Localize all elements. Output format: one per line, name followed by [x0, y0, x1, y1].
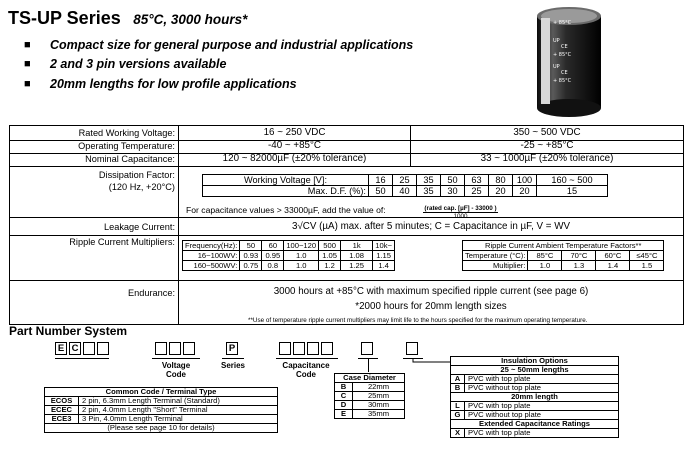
endurance-label: Endurance: [128, 288, 175, 298]
feature-item: ■ 2 and 3 pin versions available [26, 57, 226, 71]
df-voltage-header: Working Voltage [V]: [203, 175, 369, 186]
rated-voltage-low: 16 ~ 250 VDC [263, 127, 326, 138]
df-formula-denominator: 1000 [453, 213, 468, 220]
spec-table [9, 125, 684, 325]
ripple-freq: 10k~ [373, 241, 395, 251]
ripple-row-label: 16~100WV: [183, 251, 240, 261]
common-code-table [44, 387, 278, 433]
case-size: 30mm [353, 401, 405, 410]
df-value: 20 [513, 186, 537, 197]
common-code-title: Common Code / Terminal Type [45, 388, 278, 397]
insulation-desc: PVC with top plate [465, 402, 619, 411]
ripple-temp: 60°C [596, 251, 630, 261]
endurance-line1: 3000 hours at +85°C with maximum specified ripple current (see page 6) [273, 286, 589, 297]
leakage-value: 3√CV (µA) max. after 5 minutes; C = Capacitance in µF, V = WV [291, 221, 570, 232]
voltage-box [183, 342, 195, 355]
case-size: 22mm [353, 383, 405, 392]
series-rating: 85°C, 3000 hours* [133, 12, 248, 27]
ripple-freq-header: Frequency(Hz): [183, 241, 240, 251]
series-name: TS-UP Series [8, 8, 121, 28]
df-value: 40 [393, 186, 417, 197]
common-code: ECE3 [45, 415, 79, 424]
capacitance-box [307, 342, 319, 355]
insulation-code: G [451, 411, 465, 420]
code-box-e: E [55, 342, 67, 355]
common-code: ECEC [45, 406, 79, 415]
capacitance-caption-2: Code [296, 370, 316, 379]
case-code: E [335, 410, 353, 419]
leakage-label: Leakage Current: [104, 222, 175, 232]
df-formula-numerator: (rated cap. [µF] - 33000 ) [424, 205, 497, 212]
insulation-connector [405, 356, 451, 372]
dissipation-table [202, 174, 608, 197]
ripple-temp: 85°C [528, 251, 562, 261]
ripple-temp-title: Ripple Current Ambient Temperature Factors** [463, 241, 664, 251]
common-desc: 3 Pin, 4.0mm Length Terminal [79, 415, 278, 424]
insulation-code: B [451, 384, 465, 393]
capacitance-low: 120 ~ 82000µF (±20% tolerance) [222, 153, 367, 164]
common-desc: 2 pin, 6.3mm Length Terminal (Standard) [79, 397, 278, 406]
ripple-temp-label: Temperature (°C): [463, 251, 528, 261]
ripple-value: 0.93 [240, 251, 262, 261]
ripple-value: 1.2 [319, 261, 341, 271]
ripple-freq: 50 [240, 241, 262, 251]
dissipation-label: Dissipation Factor: [98, 170, 175, 180]
common-desc: 2 pin, 4.0mm Length "Short" Terminal [79, 406, 278, 415]
svg-text:CE: CE [561, 44, 568, 50]
ripple-freq: 60 [262, 241, 284, 251]
ripple-temp: 70°C [562, 251, 596, 261]
df-voltage: 35 [417, 175, 441, 186]
case-box [361, 342, 373, 355]
case-code: C [335, 392, 353, 401]
insulation-code: L [451, 402, 465, 411]
operating-temp-low: -40 ~ +85°C [268, 140, 321, 151]
ripple-footnote: **Use of temperature ripple current multipliers may limit life to the hours specified for the maximum operating temperature. [248, 317, 588, 324]
endurance-line2: *2000 hours for 20mm length sizes [355, 301, 507, 312]
svg-text:UP: UP [553, 64, 560, 70]
ripple-value: 1.05 [319, 251, 341, 261]
dissipation-conditions: (120 Hz, +20°C) [108, 182, 175, 192]
insulation-table [450, 356, 619, 438]
svg-text:+ 85°C: + 85°C [553, 20, 572, 26]
capacitance-high: 33 ~ 1000µF (±20% tolerance) [480, 153, 614, 164]
capacitance-label: Nominal Capacitance: [85, 154, 175, 164]
capacitance-box [321, 342, 333, 355]
ripple-freq: 1k [341, 241, 373, 251]
df-voltage: 100 [513, 175, 537, 186]
voltage-caption-1: Voltage [161, 361, 191, 370]
svg-text:+ 85°C: + 85°C [553, 78, 572, 84]
ripple-value: 1.0 [284, 261, 319, 271]
svg-text:UP: UP [553, 38, 560, 44]
ripple-value: 0.95 [262, 251, 284, 261]
svg-text:+ 85°C: + 85°C [553, 52, 572, 58]
df-value: 25 [465, 186, 489, 197]
voltage-caption-2: Code [166, 370, 186, 379]
rated-voltage-high: 350 ~ 500 VDC [513, 127, 581, 138]
page-title [8, 8, 247, 29]
df-voltage: 25 [393, 175, 417, 186]
insulation-desc: PVC with top plate [465, 375, 619, 384]
ripple-mult: 1.3 [562, 261, 596, 271]
common-note: (Please see page 10 for details) [45, 424, 278, 433]
code-box [97, 342, 109, 355]
ripple-value: 0.8 [262, 261, 284, 271]
common-code: ECOS [45, 397, 79, 406]
ripple-value: 1.4 [373, 261, 395, 271]
ripple-freq: 500 [319, 241, 341, 251]
series-caption: Series [220, 361, 246, 370]
df-max-header: Max. D.F. (%): [203, 186, 369, 197]
ripple-mult-label: Multiplier: [463, 261, 528, 271]
ripple-freq-table [182, 240, 395, 271]
rated-voltage-label: Rated Working Voltage: [78, 128, 175, 138]
df-value: 15 [537, 186, 608, 197]
insulation-code: A [451, 375, 465, 384]
part-number-title: Part Number System [9, 324, 128, 338]
code-box-c: C [69, 342, 81, 355]
insulation-desc: PVC with top plate [465, 429, 619, 438]
capacitance-caption-1: Capacitance [282, 361, 330, 370]
case-title: Case Diameter [335, 374, 405, 383]
operating-temp-label: Operating Temperature: [78, 141, 175, 151]
case-code: B [335, 383, 353, 392]
insulation-desc: PVC without top plate [465, 411, 619, 420]
df-voltage: 50 [441, 175, 465, 186]
insulation-subtitle: 20mm length [451, 393, 619, 402]
case-size: 35mm [353, 410, 405, 419]
df-value: 20 [489, 186, 513, 197]
capacitance-box [279, 342, 291, 355]
df-voltage: 160 ~ 500 [537, 175, 608, 186]
ripple-value: 1.08 [341, 251, 373, 261]
feature-item: ■ Compact size for general purpose and industrial applications [26, 38, 413, 52]
insulation-box [406, 342, 418, 355]
svg-text:CE: CE [561, 70, 568, 76]
insulation-subtitle: Extended Capacitance Ratings [451, 420, 619, 429]
case-size: 25mm [353, 392, 405, 401]
ripple-label: Ripple Current Multipliers: [69, 237, 175, 247]
operating-temp-high: -25 ~ +85°C [520, 140, 574, 151]
insulation-title: Insulation Options [451, 357, 619, 366]
df-voltage: 80 [489, 175, 513, 186]
case-code: D [335, 401, 353, 410]
ripple-temp-table [462, 240, 664, 271]
df-value: 30 [441, 186, 465, 197]
df-value: 50 [369, 186, 393, 197]
series-box: P [226, 342, 238, 355]
ripple-value: 1.15 [373, 251, 395, 261]
code-box [83, 342, 95, 355]
voltage-box [169, 342, 181, 355]
feature-item: ■ 20mm lengths for low profile applications [26, 77, 297, 91]
df-voltage: 16 [369, 175, 393, 186]
insulation-code: X [451, 429, 465, 438]
ripple-row-label: 160~500WV: [183, 261, 240, 271]
capacitance-box [293, 342, 305, 355]
df-value: 35 [417, 186, 441, 197]
voltage-box [155, 342, 167, 355]
ripple-temp: ≤45°C [630, 251, 664, 261]
ripple-mult: 1.5 [630, 261, 664, 271]
df-note: For capacitance values > 33000µF, add the value of: [186, 205, 386, 215]
capacitor-image [533, 4, 605, 122]
ripple-value: 0.75 [240, 261, 262, 271]
ripple-value: 1.25 [341, 261, 373, 271]
insulation-desc: PVC without top plate [465, 384, 619, 393]
ripple-value: 1.0 [284, 251, 319, 261]
case-diameter-table [334, 373, 405, 419]
df-voltage: 63 [465, 175, 489, 186]
ripple-freq: 100~120 [284, 241, 319, 251]
ripple-mult: 1.0 [528, 261, 562, 271]
ripple-mult: 1.4 [596, 261, 630, 271]
insulation-subtitle: 25 ~ 50mm lengths [451, 366, 619, 375]
